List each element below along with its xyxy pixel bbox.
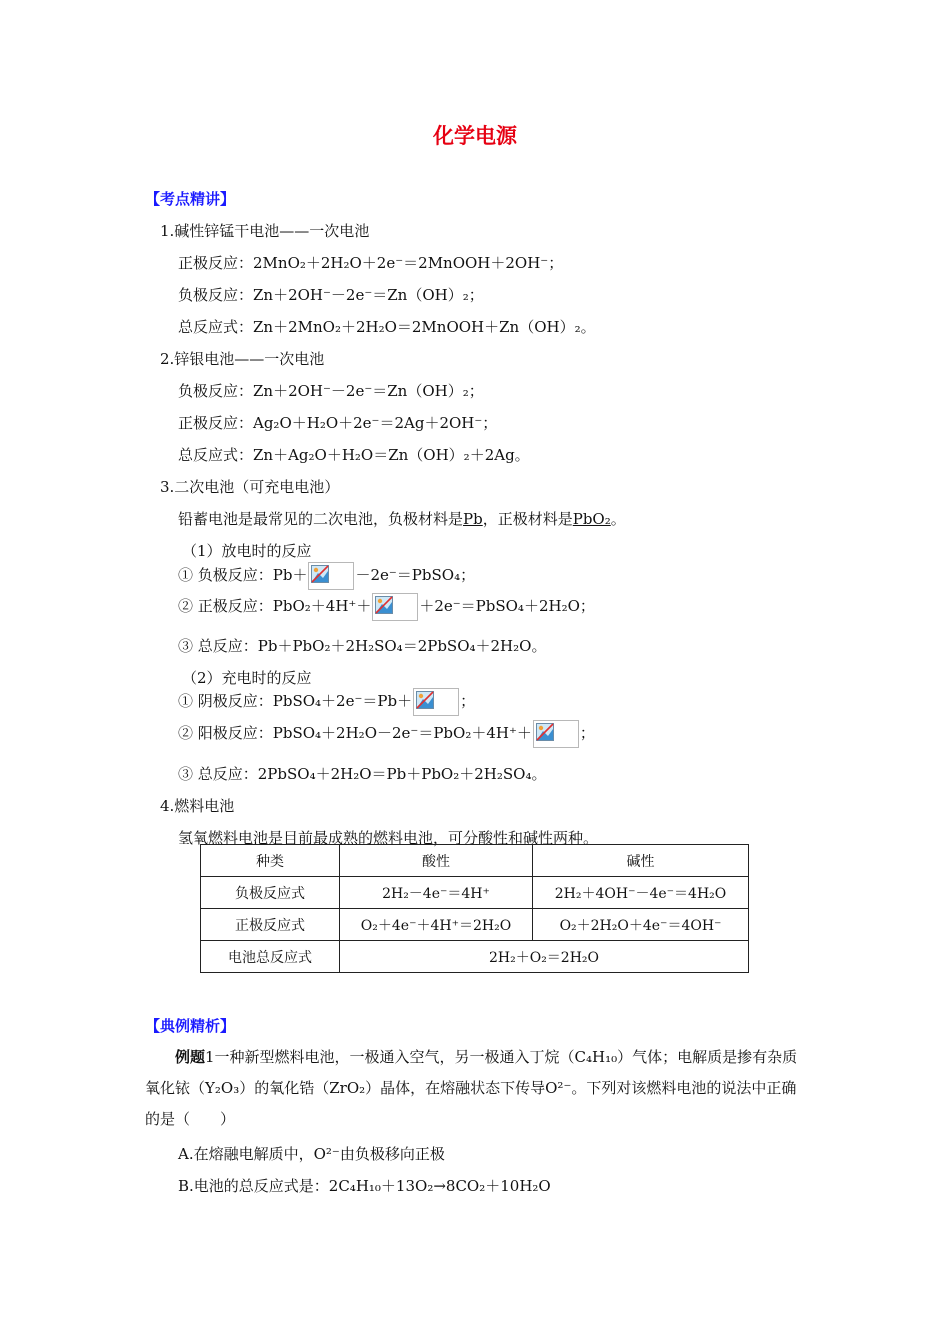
item4-title: 4.燃料电池 [160,797,235,815]
table-cell: 负极反应式 [201,877,340,909]
positive-material: PbO₂ [572,510,611,528]
table-header-row [201,845,749,877]
table-cell: O₂＋2H₂O＋4e⁻＝4OH⁻ [533,909,749,941]
table-cell: 2H₂＋4OH⁻－4e⁻＝4H₂O [533,877,749,909]
picture-icon [536,723,554,741]
option-a: A.在熔融电解质中，O²⁻由负极移向正极 [178,1145,445,1163]
example-text: 1一种新型燃料电池，一极通入空气，另一极通入丁烷（C₄H₁₀）气体；电解质是掺有杂质氧化铱（Y₂O₃）的氧化锆（ZrO₂）晶体，在熔融状态下传导O²⁻。下列对该燃料电池的说法中正确的是（ ） [145,1048,798,1128]
table-row [201,877,749,909]
image-placeholder-icon [413,688,459,716]
page-title: 化学电源 [433,124,517,148]
charge-anode [178,720,595,748]
discharge-title: （1）放电时的反应 [182,542,312,560]
item1-negative: 负极反应：Zn＋2OH⁻－2e⁻＝Zn（OH）₂； [178,286,484,304]
intro-text-c: 。 [610,510,626,528]
item4-intro: 氢氧燃料电池是目前最成熟的燃料电池，可分酸性和碱性两种。 [178,829,599,847]
table-row [201,909,749,941]
section-heading-key-points: 【考点精讲】 [145,190,236,208]
line-text: ① 阴极反应：PbSO₄＋2e⁻＝Pb＋ [178,692,413,710]
charge-total: ③ 总反应：2PbSO₄＋2H₂O＝Pb＋PbO₂＋2H₂SO₄。 [178,765,547,783]
line-text: －2e⁻＝PbSO₄； [355,566,476,584]
image-placeholder-icon [533,720,579,748]
image-placeholder-icon [308,562,354,590]
image-placeholder-icon [372,593,418,621]
table-header-cell: 碱性 [533,845,749,877]
example-question [145,1042,810,1135]
discharge-total: ③ 总反应：Pb＋PbO₂＋2H₂SO₄＝2PbSO₄＋2H₂O。 [178,637,547,655]
line-text: ； [460,692,476,710]
line-text: ② 正极反应：PbO₂＋4H⁺＋ [178,597,372,615]
table-header-cell: 酸性 [340,845,533,877]
table-row [201,941,749,973]
item2-total: 总反应式：Zn＋Ag₂O＋H₂O＝Zn（OH）₂＋2Ag。 [178,446,530,464]
picture-icon [416,691,434,709]
example-label: 例题 [175,1048,206,1066]
item1-positive: 正极反应：2MnO₂＋2H₂O＋2e⁻＝2MnOOH＋2OH⁻； [178,254,564,272]
item2-negative: 负极反应：Zn＋2OH⁻－2e⁻＝Zn（OH）₂； [178,382,484,400]
option-b: B.电池的总反应式是：2C₄H₁₀＋13O₂→8CO₂＋10H₂O [178,1177,551,1195]
table-cell: 2H₂－4e⁻＝4H⁺ [340,877,533,909]
item1-total: 总反应式：Zn＋2MnO₂＋2H₂O＝2MnOOH＋Zn（OH）₂。 [178,318,596,336]
line-text: ； [579,724,595,742]
intro-text-b: ，正极材料是 [482,510,573,528]
line-text: ② 阳极反应：PbSO₄＋2H₂O－2e⁻＝PbO₂＋4H⁺＋ [178,724,532,742]
table-cell: 正极反应式 [201,909,340,941]
charge-cathode [178,688,475,716]
table-header-cell: 种类 [201,845,340,877]
section-heading-examples: 【典例精析】 [145,1017,236,1035]
line-text: ① 负极反应：Pb＋ [178,566,308,584]
item3-title: 3.二次电池（可充电电池） [160,478,340,496]
table-cell: 电池总反应式 [201,941,340,973]
table-cell: 2H₂＋O₂＝2H₂O [340,941,749,973]
charge-title: （2）充电时的反应 [182,669,312,687]
picture-icon [375,596,393,614]
item3-intro [178,509,626,529]
picture-icon [311,565,329,583]
item2-title: 2.锌银电池——一次电池 [160,350,325,368]
fuel-cell-table [200,844,749,973]
negative-material: Pb [463,510,483,528]
line-text: ＋2e⁻＝PbSO₄＋2H₂O； [419,597,595,615]
item2-positive: 正极反应：Ag₂O＋H₂O＋2e⁻＝2Ag＋2OH⁻； [178,414,498,432]
intro-text-a: 铅蓄电池是最常见的二次电池，负极材料是 [178,510,464,528]
discharge-positive [178,593,595,621]
item1-title: 1.碱性锌锰干电池——一次电池 [160,222,370,240]
table-cell: O₂＋4e⁻＋4H⁺＝2H₂O [340,909,533,941]
discharge-negative [178,562,475,590]
